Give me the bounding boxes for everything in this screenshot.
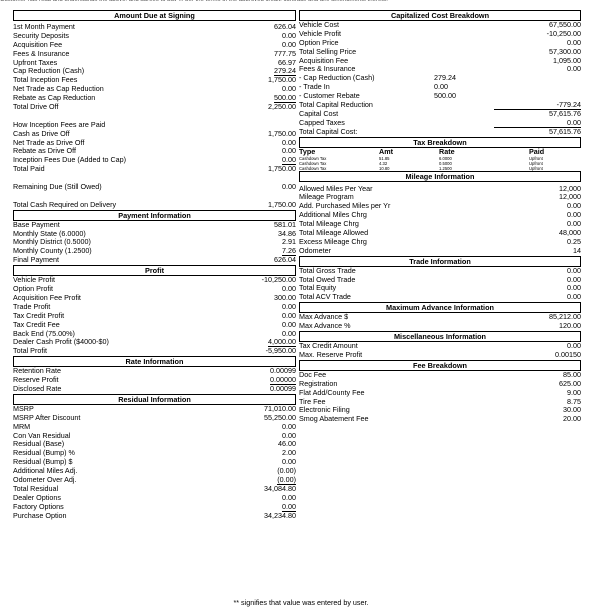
list-item: - Cap Reduction (Cash) 279.24 [299, 73, 456, 83]
list-item: Tax Credit Fee 0.00 [13, 319, 296, 329]
list-item: Monthly County (1.2500) 7.26 [13, 246, 296, 256]
list-item: Vehicle Profit -10,250.00 [13, 275, 296, 285]
left-column [13, 10, 296, 520]
list-item: Additional Miles Adj. (0.00) [13, 466, 296, 476]
list-item: Residual (Base) 46.00 [13, 439, 296, 449]
list-item: Additional Miles Chrg 0.00 [299, 210, 581, 220]
truncated-header-text [0, 0, 602, 1]
list-item: Tire Fee 8.75 [299, 396, 581, 406]
list-item: Factory Options 0.00 [13, 501, 296, 511]
list-item: Add. Purchased Miles per Yr 0.00 [299, 201, 581, 211]
list-item: Rebate as Cap Reduction 500.00 [13, 93, 296, 103]
list-item: 1st Month Payment 626.04 [13, 22, 296, 31]
right-column [299, 10, 581, 424]
list-item: Purchase Option 34,234.80 [13, 510, 296, 520]
list-item: Allowed Miles Per Year 12,000 [299, 183, 581, 193]
list-item: Dealer Cash Profit ($4000-$0) 4,000.00 [13, 337, 296, 347]
list-item: - Customer Rebate 500.00 [299, 91, 456, 101]
list-item: Acquisition Fee 0.00 [13, 39, 296, 49]
list-item: Final Payment 626.04 [13, 255, 296, 265]
list-item: Retention Rate 0.00099 [13, 366, 296, 376]
payment-info-title: Payment Information [13, 210, 296, 221]
list-item: Tax Credit Amount 0.00 [299, 341, 581, 351]
list-item: Total Paid 1,750.00 [13, 164, 296, 174]
list-item: Flat Add/County Fee 9.00 [299, 387, 581, 397]
list-item: Electronic Filing 30.00 [299, 405, 581, 415]
list-item: - Trade In 0.00 [299, 82, 448, 92]
list-item: Total ACV Trade 0.00 [299, 292, 581, 302]
cash-required: Total Cash Required on Delivery 1,750.00 [13, 199, 296, 209]
list-item: MSRP After Discount 55,250.00 [13, 412, 296, 422]
list-item: Net Trade as Drive Off 0.00 [13, 137, 296, 147]
list-item: Reserve Profit 0.00000 [13, 375, 296, 385]
mileage-title: Mileage Information [299, 171, 581, 182]
tax-header-row: Type Amt Rate Paid [299, 146, 545, 156]
fees-title: Fee Breakdown [299, 360, 581, 371]
table-row: Cashdown Tax 4.32 0.5000 Upfront [299, 160, 543, 166]
list-item: Back End (75.00%) 0.00 [13, 328, 296, 338]
list-item: Excess Mileage Chrg 0.25 [299, 236, 581, 246]
list-item: Total Owed Trade 0.00 [299, 274, 581, 284]
list-item: Option Profit 0.00 [13, 284, 296, 294]
list-item: Total Mileage Allowed 48,000 [299, 228, 581, 238]
list-item: Security Deposits 0.00 [13, 30, 296, 40]
footer-note: ** signifies that value was entered by user. [233, 598, 369, 607]
list-item: Option Price 0.00 [299, 37, 581, 47]
max-advance-title: Maximum Advance Information [299, 302, 581, 313]
list-item: Trade Profit 0.00 [13, 301, 296, 311]
table-row: Cashdown Tax 10.80 1.2500 Upfront [299, 165, 543, 171]
list-item: Residual (Bump) $ 0.00 [13, 457, 296, 467]
list-item: Tax Credit Profit 0.00 [13, 310, 296, 320]
list-item: Inception Fees Due (Added to Cap) 0.00 [13, 155, 296, 165]
list-item: Odometer Over Adj. (0.00) [13, 474, 296, 484]
list-item: How Inception Fees are Paid [13, 119, 106, 129]
list-item: Smog Abatement Fee 20.00 [299, 414, 581, 424]
amount-due-title: Amount Due at Signing [13, 10, 296, 21]
list-item: Base Payment 581.01 [13, 219, 296, 229]
profit-title: Profit [13, 265, 296, 276]
list-item: Total Capital Reduction -779.24 [299, 100, 581, 110]
list-item: Net Trade as Cap Reduction 0.00 [13, 84, 296, 94]
tax-title: Tax Breakdown [299, 137, 581, 148]
list-item: Registration 625.00 [299, 378, 581, 388]
rate-info-title: Rate Information [13, 356, 296, 367]
residual-info-title: Residual Information [13, 394, 296, 405]
list-item: Con Van Residual 0.00 [13, 430, 296, 440]
list-item: Total Equity 0.00 [299, 283, 581, 293]
list-item: Dealer Options 0.00 [13, 492, 296, 502]
list-item: Total Selling Price 57,300.00 [299, 46, 581, 56]
list-item: Acquisition Fee 1,095.00 [299, 55, 581, 65]
list-item: Mileage Program 12,000 [299, 192, 581, 202]
list-item: Monthly State (6.0000) 34.86 [13, 228, 296, 238]
misc-title: Miscellaneous Information [299, 331, 581, 342]
list-item: Cash as Drive Off 1,750.00 [13, 128, 296, 138]
list-item: Disclosed Rate 0.00099 [13, 383, 296, 393]
list-item: Capital Cost 57,615.76 [299, 108, 581, 118]
list-item: Fees & Insurance 777.75 [13, 48, 296, 58]
list-item: Residual (Bump) % 2.00 [13, 448, 296, 458]
list-item: MRM 0.00 [13, 421, 296, 431]
remaining-due: Remaining Due (Still Owed) 0.00 [13, 182, 296, 192]
list-item: Total Gross Trade 0.00 [299, 265, 581, 275]
list-item: Acquisition Fee Profit 300.00 [13, 292, 296, 302]
list-item: Total Mileage Chrg 0.00 [299, 219, 581, 229]
list-item: Total Residual 34,084.80 [13, 483, 296, 493]
list-item: Total Profit -5,950.00 [13, 346, 296, 356]
list-item: Upfront Taxes 66.97 [13, 57, 296, 67]
list-item: MSRP 71,010.00 [13, 403, 296, 413]
trade-title: Trade Information [299, 256, 581, 267]
list-item: Vehicle Cost 67,550.00 [299, 20, 581, 29]
list-item: Monthly District (0.5000) 2.91 [13, 237, 296, 247]
list-item: Max Advance $ 85,212.00 [299, 312, 581, 322]
list-item: Total Drive Off 2,250.00 [13, 102, 296, 112]
list-item: Fees & Insurance 0.00 [299, 64, 581, 74]
list-item: Total Capital Cost: 57,615.76 [299, 126, 581, 136]
list-item: Rebate as Drive Off 0.00 [13, 146, 296, 156]
table-row: Cashdown Tax 51.85 6.0000 Upfront [299, 155, 543, 161]
list-item: Total Inception Fees 1,750.00 [13, 75, 296, 85]
list-item: Vehicle Profit -10,250.00 [299, 28, 581, 38]
list-item: Max Advance % 120.00 [299, 321, 581, 331]
list-item: Max. Reserve Profit 0.00150 [299, 349, 581, 359]
list-item: Odometer 14 [299, 245, 581, 255]
list-item: Doc Fee 85.00 [299, 369, 581, 379]
cap-cost-title: Capitalized Cost Breakdown [299, 10, 581, 21]
list-item: Cap Reduction (Cash) 279.24 [13, 66, 296, 76]
list-item: Capped Taxes 0.00 [299, 117, 581, 127]
